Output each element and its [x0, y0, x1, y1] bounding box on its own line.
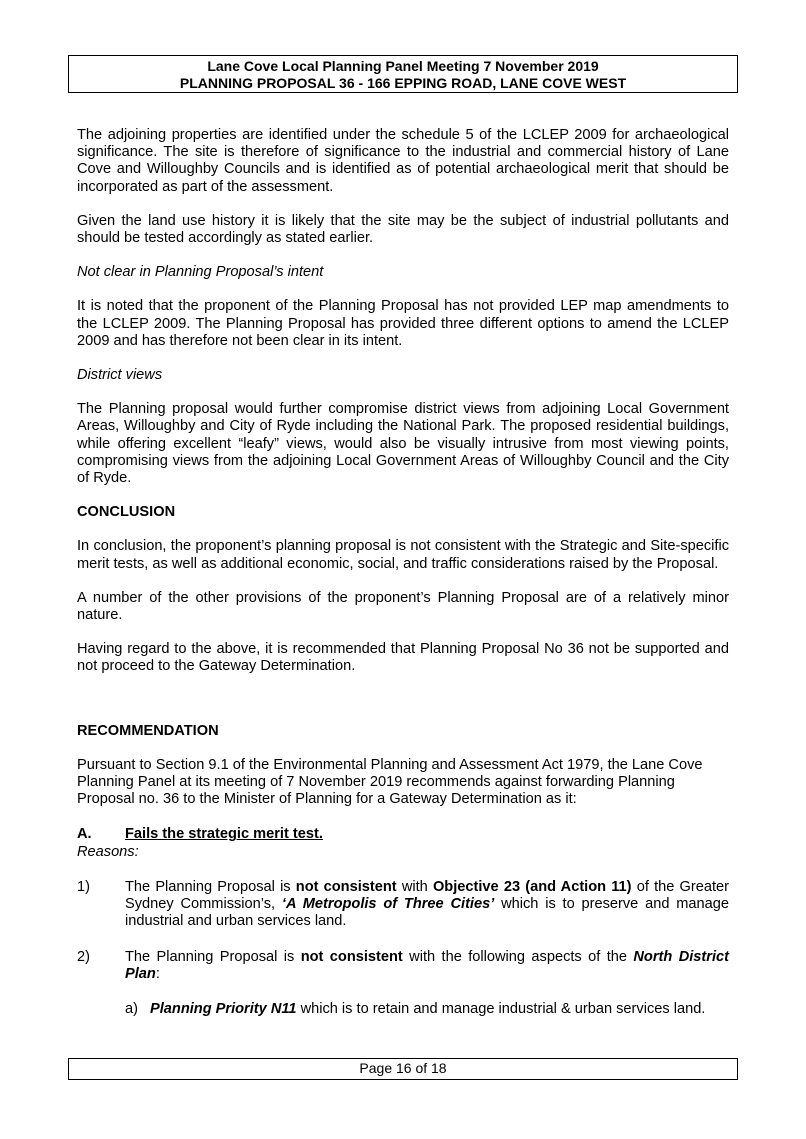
list-text: Fails the strategic merit test. — [125, 826, 323, 843]
list-item-2a — [125, 1001, 729, 1018]
list-label: a) — [125, 1000, 138, 1017]
list-text: Planning Priority N11 which is to retain and manage industrial & urban services land. — [150, 1000, 706, 1017]
list-label: 1) — [77, 878, 90, 895]
header-title-line2: PLANNING PROPOSAL 36 - 166 EPPING ROAD, LANE COVE WEST — [179, 75, 627, 91]
paragraph-pollutants: Given the land use history it is likely that the site may be the subject of industrial pollutants and should be tested accordingly as stated earlier. — [77, 212, 729, 247]
paragraph-pursuant: Pursuant to Section 9.1 of the Environmental Planning and Assessment Act 1979, the Lane Cove Planning Panel at its meeting of 7 November 2019 recommends against forwarding Planning Proposal no. 36 to the Minister of Planning for a Gateway Determination as it: — [77, 756, 703, 808]
list-text: The Planning Proposal is not consistent with Objective 23 (and Action 11) of the Greater Sydney Commission’s, ‘A Metropolis of Three Cities’ which is to preserve and manage industrial and urban services land. — [125, 878, 730, 930]
page-footer — [68, 1058, 738, 1080]
recommendation-heading: RECOMMENDATION — [77, 722, 219, 739]
page-header — [68, 55, 738, 93]
subheading-intent: Not clear in Planning Proposal’s intent — [77, 264, 324, 281]
reasons-label: Reasons: — [77, 843, 139, 860]
paragraph-intent: It is noted that the proponent of the Planning Proposal has not provided LEP map amendments to the LCLEP 2009. The Planning Proposal has provided three different options to amend the LCLEP 2009 and has therefore not been clear in its intent. — [77, 298, 729, 349]
paragraph-district-views: The Planning proposal would further compromise district views from adjoining Local Government Areas, Willoughby and City of Ryde including the National Park. The proposed residential buildings, while offering excellent “leafy” views, would also be visually intrusive from most viewing points, compromising views from the adjoining Local Government Areas of Willoughby Council and the City of Ryde. — [77, 401, 729, 487]
list-text: The Planning Proposal is not consistent with the following aspects of the North District Plan: — [125, 948, 729, 982]
subheading-district-views: District views — [77, 367, 163, 384]
paragraph-recommended: Having regard to the above, it is recommended that Planning Proposal No 36 not be supported and not proceed to the Gateway Determination. — [77, 641, 729, 675]
page-number: Page 16 of 18 — [359, 1060, 447, 1076]
list-item-1 — [77, 879, 729, 931]
paragraph-conclusion: In conclusion, the proponent’s planning proposal is not consistent with the Strategic and Site-specific merit tests, as well as additional economic, social, and traffic considerations raised by the Proposal. — [77, 538, 729, 572]
list-item-2 — [77, 949, 729, 983]
list-item-a — [77, 826, 729, 843]
list-label: A. — [77, 826, 92, 843]
paragraph-archaeological: The adjoining properties are identified under the schedule 5 of the LCLEP 2009 for archaeological significance. The site is therefore of significance to the industrial and commercial history of Lane Cove and Willoughby Councils and is identified as of potential archaeological merit that should be incorporated as part of the assessment. — [77, 127, 729, 195]
paragraph-minor-provisions: A number of the other provisions of the proponent’s Planning Proposal are of a relatively minor nature. — [77, 589, 729, 624]
conclusion-heading: CONCLUSION — [77, 504, 176, 521]
document-body — [77, 127, 729, 1018]
header-title-line1: Lane Cove Local Planning Panel Meeting 7 November 2019 — [207, 58, 599, 74]
list-label: 2) — [77, 948, 90, 965]
